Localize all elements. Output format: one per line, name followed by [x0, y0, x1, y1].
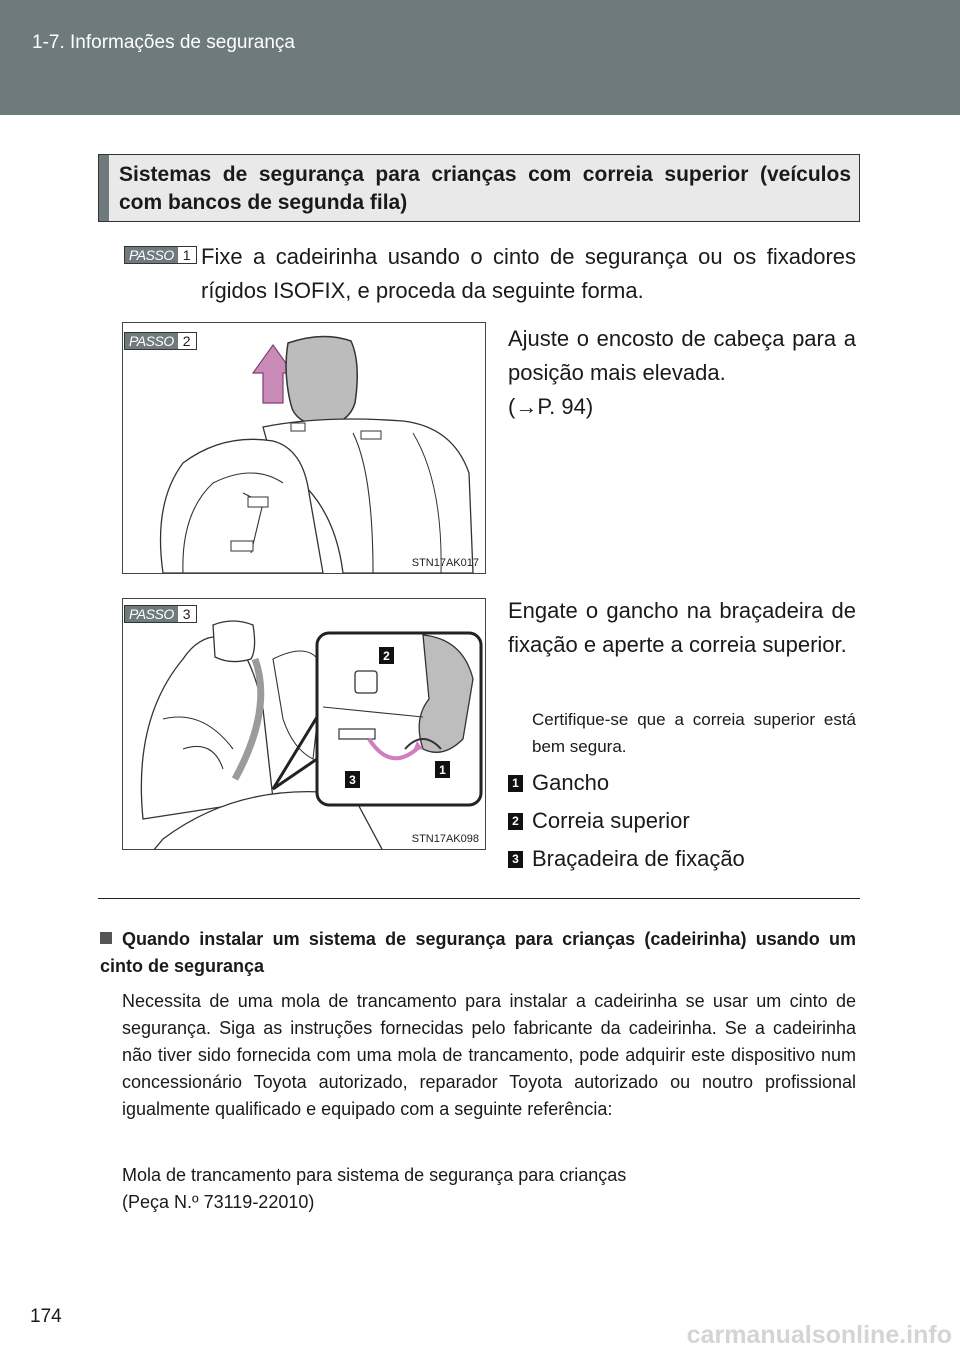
figure-code: STN17AK017: [411, 557, 479, 569]
step-1-badge: [124, 246, 197, 264]
square-bullet-icon: [100, 932, 112, 944]
legend-item-bracket: [508, 842, 745, 876]
headrest-illustration: [123, 323, 486, 574]
step-3-figure: [122, 598, 486, 850]
legend-number: 3: [508, 851, 523, 868]
step-3-note: Certifique-se que a correia superior está bem segura.: [532, 710, 856, 756]
page-number: 174: [30, 1306, 62, 1327]
step-label: PASSO: [125, 333, 178, 349]
figure-code: STN17AK098: [411, 833, 479, 845]
step-3-badge: [124, 605, 197, 623]
svg-text:3: 3: [349, 773, 356, 787]
legend-label: Gancho: [532, 770, 610, 795]
legend-label: Correia superior: [532, 808, 690, 833]
watermark: carmanualsonline.info: [686, 1321, 952, 1349]
step-number: 2: [178, 333, 196, 349]
step-number: 1: [178, 247, 196, 263]
section-divider: [98, 898, 860, 899]
section-accent-bar: [99, 155, 109, 221]
legend-number: 1: [508, 775, 523, 792]
step-2-instruction: Ajuste o encosto de cabeça para a posição mais elevada.: [508, 326, 856, 385]
part-description: Mola de trancamento para sistema de segurança para crianças: [122, 1165, 627, 1185]
legend-number: 2: [508, 813, 523, 830]
step-2-badge: [124, 332, 197, 350]
subsection-title: Quando instalar um sistema de segurança para crianças (cadeirinha) usando um cinto de segurança: [100, 929, 856, 976]
step-2-text: [508, 322, 856, 424]
legend-label: Braçadeira de fixação: [532, 846, 745, 871]
legend-item-strap: [508, 804, 690, 838]
svg-text:2: 2: [383, 649, 390, 663]
step-label: PASSO: [125, 606, 178, 622]
step-label: PASSO: [125, 247, 178, 263]
tether-illustration: [123, 599, 486, 850]
section-heading-box: [98, 154, 860, 222]
step-2-page-ref: (→P. 94): [508, 394, 594, 419]
chapter-title: 1-7. Informações de segurança: [32, 32, 295, 53]
part-number: (Peça N.º 73119-22010): [122, 1192, 315, 1212]
step-1-text: Fixe a cadeirinha usando o cinto de segurança ou os fixadores rígidos ISOFIX, e proceda da seguinte forma.: [201, 244, 856, 303]
section-title: Sistemas de segurança para crianças com correia superior (veículos com bancos de segunda fila): [119, 163, 851, 214]
subsection-heading: [100, 926, 856, 980]
part-reference: [122, 1162, 856, 1216]
step-3-text: Engate o gancho na braçadeira de fixação e aperte a correia superior.: [508, 598, 856, 657]
step-2-figure: [122, 322, 486, 574]
step-number: 3: [178, 606, 196, 622]
legend-item-hook: [508, 766, 609, 800]
svg-text:1: 1: [439, 763, 446, 777]
page-header: [0, 0, 960, 115]
subsection-paragraph: Necessita de uma mola de trancamento para instalar a cadeirinha se usar um cinto de segurança. Siga as instruções fornecidas pelo fabricante da cadeirinha. Se a cadeirinha não tiver sido fornecida com uma mola de trancamento, pode adquirir este dispositivo num concessionário Toyota autorizado, reparador Toyota autorizado ou noutro profissional igualmente qualificado e equipado com a seguinte referência:: [122, 991, 856, 1119]
